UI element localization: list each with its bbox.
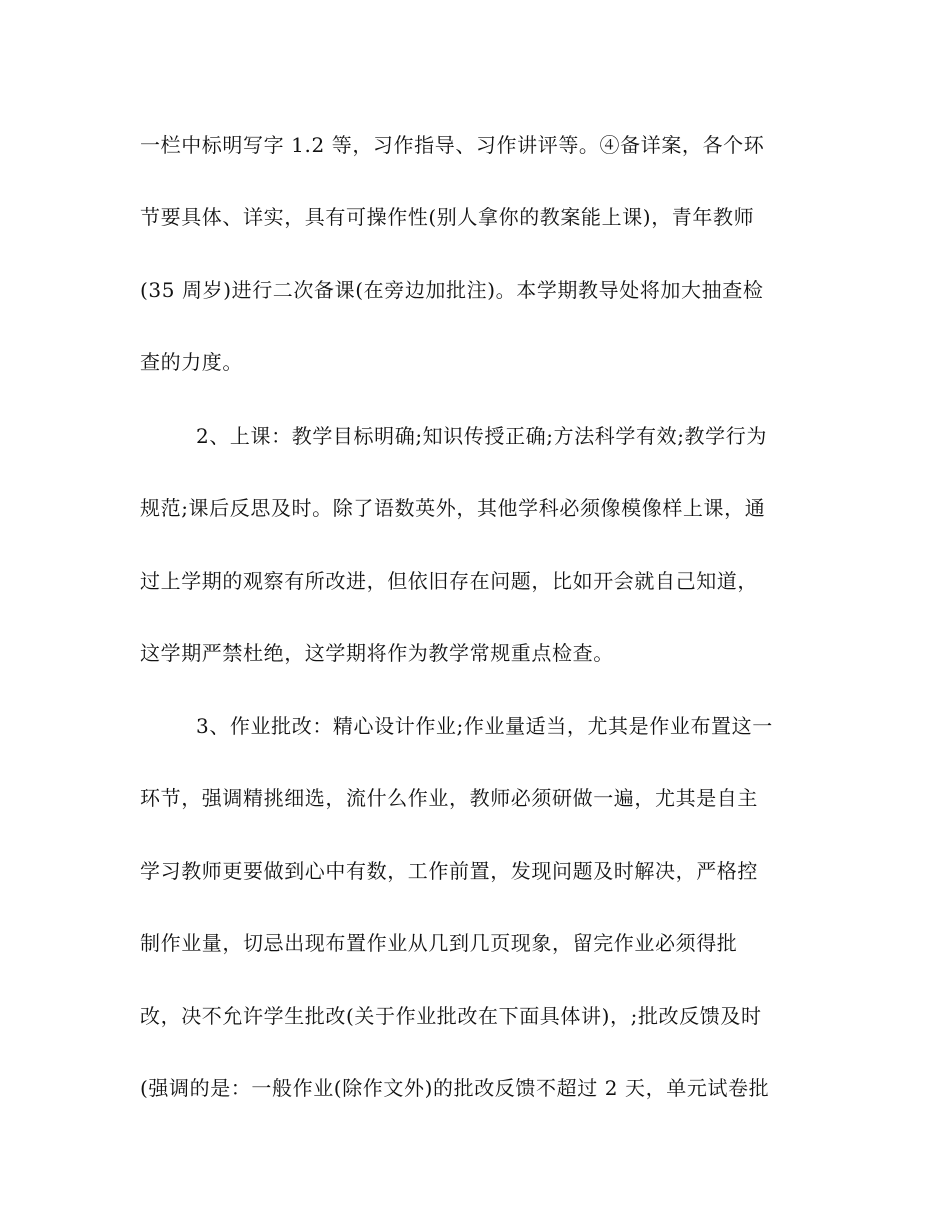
text-line: 一栏中标明写字 1.2 等，习作指导、习作讲评等。④备详案，各个环 [140, 133, 765, 157]
text-line: 制作业量，切忌出现布置作业从几到几页现象，留完作业必须得批 [140, 931, 738, 955]
text-line: 这学期严禁杜绝，这学期将作为教学常规重点检查。 [140, 641, 614, 665]
text-line: 过上学期的观察有所改进，但依旧存在问题，比如开会就自己知道， [140, 569, 758, 593]
text-line: 学习教师更要做到心中有数，工作前置，发现问题及时解决，严格控 [140, 859, 758, 883]
text-line: 节要具体、详实，具有可操作性(别人拿你的教案能上课)，青年教师 [140, 205, 755, 229]
text-line: 规范;课后反思及时。除了语数英外，其他学科必须像模像样上课，通 [140, 496, 766, 520]
text-line: 查的力度。 [140, 350, 243, 374]
paragraph-start-line: 3、作业批改：精心设计作业;作业量适当，尤其是作业布置这一 [196, 714, 773, 738]
text-line: (强调的是：一般作业(除作文外)的批改反馈不超过 2 天，单元试卷批 [140, 1076, 770, 1100]
text-line: (35 周岁)进行二次备课(在旁边加批注)。本学期教导处将加大抽查检 [140, 278, 764, 302]
paragraph-start-line: 2、上课：教学目标明确;知识传授正确;方法科学有效;教学行为 [196, 424, 767, 448]
text-line: 环节，强调精挑细选，流什么作业，教师必须研做一遍，尤其是自主 [140, 786, 758, 810]
text-line: 改，决不允许学生批改(关于作业批改在下面具体讲)，;批改反馈及时 [140, 1004, 762, 1028]
